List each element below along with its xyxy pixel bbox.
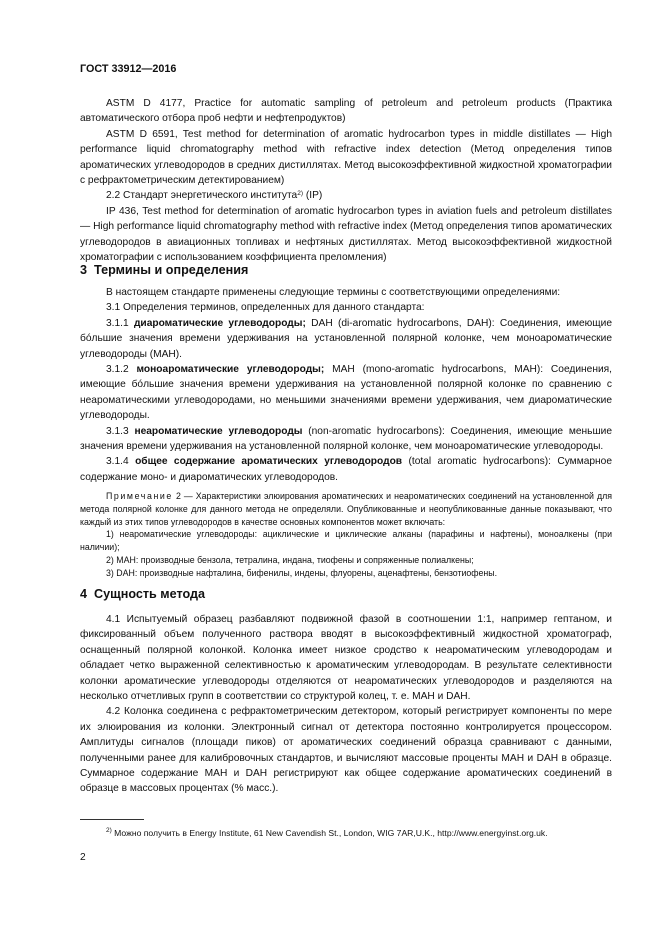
term-3-1-3: 3.1.3 неароматические углеводороды (non-aromatic hydrocarbons): Соединения, имеющие меньшие значения времени удерживания на установленной полярной колонке, чем моноароматические углеводороды. xyxy=(80,425,612,453)
document-header: ГОСТ 33912—2016 xyxy=(80,63,177,75)
note-2 xyxy=(80,490,612,580)
note-item: 1) неароматические углеводороды: ациклические и циклические алканы (парафины и нафтены), моноалкены (при наличии); xyxy=(80,529,612,553)
page-number: 2 xyxy=(80,852,86,863)
paragraph-4-2: 4.2 Колонка соединена с рефрактометрическим детектором, который регистрирует компоненты по мере их элюирования из колонки. Электронный сигнал от детектора постоянно контролируется процессором. Амплитуды сигналов (площади пиков) от ароматических соединений образца сравнивают с данными, полученными ранее для калибровочных стандартов, и вычисляют массовые проценты MAH и DAH в образце. Суммарное содержание MAH и DAH регистрируют как общее содержание ароматических соединений в образце в массовых процентах (% масс.). xyxy=(80,706,612,795)
footnote-ref: 2) xyxy=(297,190,304,198)
section-3-1: 3.1 Определения терминов, определенных для данного стандарта: xyxy=(106,302,425,314)
ref-astm-d6591: ASTM D 6591, Test method for determination of aromatic hydrocarbon types in middle distillates — High performance liquid chromatography method with refractive index detection (Метод определения типов ароматических углеводородов в средних дистиллятах. Метод высокоэффективной жидкостной хроматографии с рефрактометрическим детектированием) xyxy=(80,128,612,187)
references-block xyxy=(80,96,612,265)
section-4-heading: 4 Сущность метода xyxy=(80,587,205,601)
section-4-body xyxy=(80,612,612,797)
footnote-divider xyxy=(80,819,144,820)
footnote: $^{2)}$ Можно получить в Energy Institute, 61 New Cavendish St., London, WIG 7AR,U.K., http://www.energyinst.org.uk. xyxy=(106,827,548,838)
ref-astm-d4177: ASTM D 4177, Practice for automatic sampling of petroleum and petroleum products (Практика автоматического отбора проб нефти и нефтепродуктов) xyxy=(80,98,612,125)
paragraph-4-1: 4.1 Испытуемый образец разбавляют подвижной фазой в соотношении 1:1, например гептаном, и фиксированный объем полученного раствора вводят в высокоэффективный жидкостной хроматограф, оснащенный полярной колонкой. Колонка имеет низкое сродство к неароматическим углеводородам и обладает четко выраженной селективностью к ароматическим углеводородам. В результате селективности колонки ароматические углеводороды отделяются от неароматических углеводородов и разделяются на несколько отчетливых групп в соответствии со структурой колец, т. е. MAH и DAH. xyxy=(80,614,612,703)
term-3-1-1: 3.1.1 диароматические углеводороды; DAH (di-aromatic hydrocarbons, DAH): Соединения, имеющие бóльшие значения времени удерживания на установленной полярной колонке, чем моноароматические углеводороды (MAH). xyxy=(80,317,612,360)
section-3-heading: 3 Термины и определения xyxy=(80,263,249,277)
term-3-1-4: 3.1.4 общее содержание ароматических углеводородов (total aromatic hydrocarbons): Суммарное содержание моно- и диароматических углеводородов. xyxy=(80,456,612,483)
term-3-1-2: 3.1.2 моноароматические углеводороды; MAH (mono-aromatic hydrocarbons, MAH): Соединения, имеющие бóльшие значения времени удерживания на установленной полярной колонке по сравнению с неароматическими углеводородами, но меньшими значениями времени удерживания, чем диароматические углеводороды. xyxy=(80,364,612,422)
ip-standard-heading: 2.2 Стандарт энергетического института$^{2)}$ (IP) xyxy=(106,190,323,202)
section-3-body xyxy=(80,285,612,485)
note-item: 2) MAH: производные бензола, тетралина, индана, тиофены и сопряженные полиалкены; xyxy=(106,554,474,565)
note-item: 3) DAH: производные нафталина, бифенилы, индены, флуорены, аценафтены, бензотиофены. xyxy=(106,567,498,578)
note-text: Примечание 2 — Характеристики элюирования ароматических и неароматических соединений на установленной для метода полярной колонке для данного метода не определяли. Опубликованные и неопубликованные данные показывают, что каждый из этих типов углеводородов в качестве основных компонентов может включать: xyxy=(80,491,612,527)
section-3-intro: В настоящем стандарте применены следующие термины с соответствующими определениями: xyxy=(106,287,561,298)
ref-ip-436: IP 436, Test method for determination of aromatic hydrocarbon types in aviation fuels and petroleum distillates — High performance liquid chromatography method with refractive index (Метод определения типов ароматических углеводородов в авиационных топливах и нефтяных дистиллятах. Метод высокоэффективной жидкостной хроматографии с использованием коэффициента преломления) xyxy=(80,205,612,264)
